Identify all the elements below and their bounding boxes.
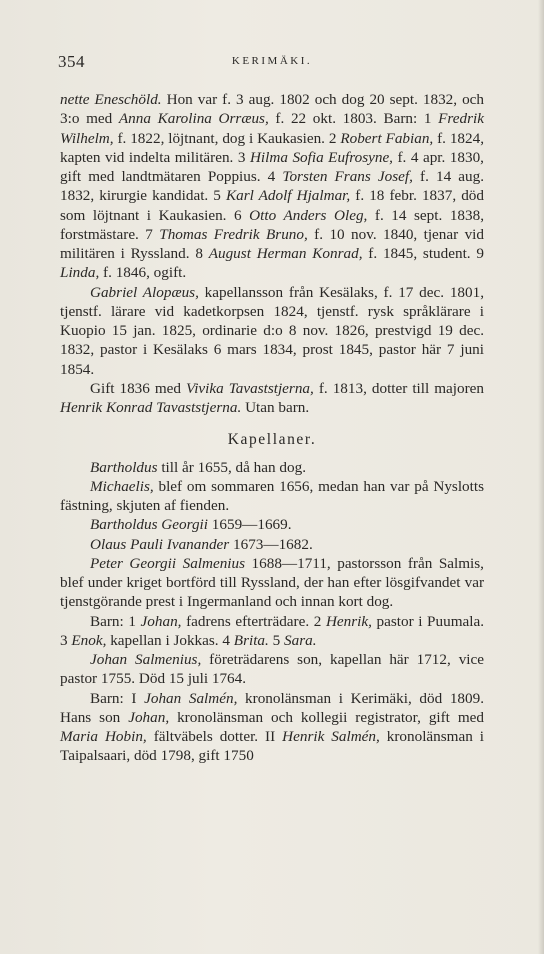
text-run: 5 — [268, 631, 285, 649]
paragraph — [60, 458, 484, 477]
text-run: f. 18 febr. 1837, död som löjtnant i Kaukasien. 6 — [60, 187, 484, 224]
paragraph-group-pastor — [60, 90, 484, 417]
text-run: f. 14 sept. 1838, forstmästare. 7 — [60, 206, 485, 243]
text-run: pastor i Puumala. 3 — [60, 612, 485, 649]
paragraph — [60, 477, 484, 516]
paragraph — [60, 612, 484, 651]
text-run: f. 10 nov. 1840, tjenar vid militären i Ryssland. 8 — [60, 225, 484, 262]
text-run: f. 1824, kapten vid indelta militären. 3 — [60, 129, 485, 166]
italic-name: nette Eneschöld. — [60, 91, 162, 108]
italic-name: Otto Anders Oleg, — [249, 206, 368, 224]
italic-name: Robert Fabian, — [340, 129, 434, 147]
text-run: kronolänsman och kollegii registrator, gift med — [169, 708, 484, 726]
text-run: Gift 1836 med — [90, 379, 187, 397]
text-run: kronolänsman i Taipalsaari, död 1798, gift 1750 — [60, 728, 485, 765]
italic-name: Johan Salmén, — [144, 689, 238, 707]
italic-name: Thomas Fredrik Bruno, — [159, 225, 308, 243]
text-run: Hon var f. 3 aug. 1802 och dog 20 sept. 1832, och 3:o med — [60, 91, 485, 128]
text-run: f. 4 apr. 1830, gift med landtmätaren Poppius. 4 — [60, 148, 484, 185]
text-run: Barn: 1 — [90, 612, 141, 630]
italic-name: Karl Adolf Hjalmar, — [225, 187, 351, 205]
text-run: företrädarens son, kapellan här 1712, vice pastor 1755. Död 15 juli 1764. — [60, 651, 484, 688]
text-run: 1673—1682. — [229, 535, 313, 553]
text-run: fältväbels dotter. II — [146, 728, 283, 745]
paragraph — [60, 90, 484, 283]
text-run: till år 1655, då han dog. — [157, 458, 306, 476]
paragraph-group-kapellaner — [60, 458, 484, 766]
paragraph — [60, 515, 484, 534]
body-text — [60, 90, 484, 766]
paragraph — [60, 650, 484, 689]
italic-name: Torsten Frans Josef, — [282, 168, 413, 185]
italic-name: Linda, — [60, 264, 100, 282]
italic-name: Sara. — [284, 631, 317, 649]
text-run: f. 22 okt. 1803. Barn: 1 — [268, 110, 439, 128]
paragraph — [60, 554, 484, 612]
text-run: f. 1813, dotter till majoren — [313, 379, 484, 397]
text-run: Barn: I — [90, 689, 145, 707]
text-run: Utan barn. — [241, 399, 310, 416]
italic-name: Bartholdus — [90, 458, 158, 476]
italic-name: Hilma Sofia Eufrosyne, — [249, 148, 393, 166]
page-number: 354 — [58, 52, 85, 71]
italic-name: Michaelis, — [90, 477, 154, 495]
running-head: KERIMÄKI. — [231, 55, 313, 67]
text-run: fadrens efterträdare. 2 — [181, 612, 326, 630]
italic-name: Maria Hobin, — [60, 728, 147, 745]
text-run: 1688—1711, pastorsson från Salmis, blef under kriget bortförd till Ryssland, der han efter lösgifvandet var tjenstgörande prest i Ingermanland och innan kort dog. — [60, 554, 484, 611]
italic-name: Enok, — [71, 631, 107, 649]
italic-name: Henrik, — [325, 612, 372, 630]
italic-name: Peter Georgii Salmenius — [90, 554, 246, 572]
italic-name: August Herman Konrad, — [208, 245, 363, 262]
italic-name: Johan, — [128, 708, 170, 726]
section-heading: Kapellaner. — [227, 431, 317, 449]
italic-name: Henrik Salmén, — [282, 728, 380, 745]
paragraph — [60, 379, 484, 418]
text-run: kapellan i Jokkas. 4 — [106, 631, 234, 649]
italic-name: Gabriel Alopæus, — [90, 283, 199, 301]
paragraph — [60, 535, 484, 554]
italic-name: Johan, — [140, 612, 182, 630]
italic-name: Vivika Tavaststjerna, — [186, 379, 314, 397]
italic-name: Anna Karolina Orræus, — [118, 110, 269, 128]
page-edge-shadow — [538, 0, 544, 954]
italic-name: Bartholdus Georgii — [90, 516, 208, 534]
italic-name: Johan Salmenius, — [90, 651, 202, 668]
paragraph — [60, 689, 484, 766]
text-run: f. 1822, löjtnant, dog i Kaukasien. 2 — [113, 129, 341, 147]
paragraph — [60, 283, 484, 379]
text-run: f. 1845, student. 9 — [362, 245, 484, 262]
italic-name: Henrik Konrad Tavaststjerna. — [60, 399, 242, 416]
text-run: f. 14 aug. 1832, kirurgie kandidat. 5 — [60, 168, 485, 205]
page-header — [58, 52, 486, 74]
italic-name: Fredrik Wilhelm, — [60, 110, 484, 147]
italic-name: Olaus Pauli Ivanander — [90, 535, 230, 553]
text-run: blef om sommaren 1656, medan han var på Nyslotts fästning, skjuten af fienden. — [60, 477, 484, 514]
italic-name: Brita. — [233, 631, 269, 649]
text-run: 1659—1669. — [208, 516, 292, 534]
text-run: f. 1846, ogift. — [99, 264, 187, 282]
text-run: kapellansson från Kesälaks, f. 17 dec. 1801, tjenstf. lärare vid kadetkorpsen 1824, tjenstf. rysk språklärare i Kuopio 15 jan. 1825, ordinarie d:o 8 nov. 1826, prestvigd 19 dec. 1832, pastor i Kesälaks 6 mars 1834, prost 1845, pastor här 7 juni 1854. — [60, 283, 484, 378]
text-run: kronolänsman i Kerimäki, död 1809. Hans son — [60, 689, 485, 726]
